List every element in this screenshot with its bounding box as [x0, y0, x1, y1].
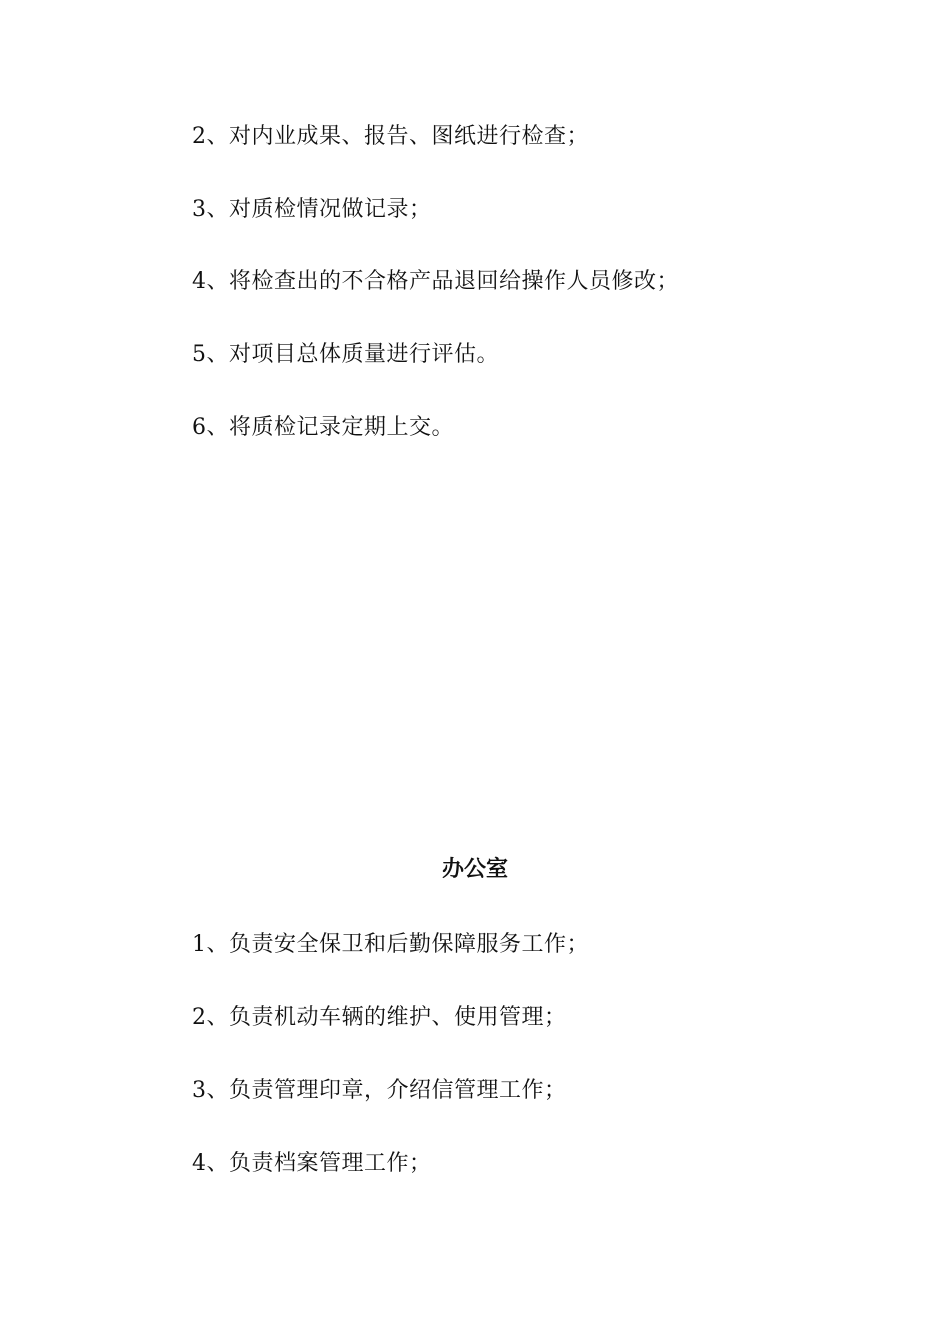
- duty-item: 5、对项目总体质量进行评估。: [192, 342, 499, 367]
- duty-item: 2、对内业成果、报告、图纸进行检查；: [192, 124, 589, 149]
- duty-item: 6、将质检记录定期上交。: [192, 415, 454, 440]
- duty-item: 3、对质检情况做记录；: [192, 197, 432, 222]
- duty-item: 4、将检查出的不合格产品退回给操作人员修改；: [192, 269, 679, 294]
- duty-item: 3、负责管理印章，介绍信管理工作；: [192, 1078, 567, 1103]
- section-heading: 办公室: [441, 857, 508, 882]
- duty-item: 2、负责机动车辆的维护、使用管理；: [192, 1005, 567, 1030]
- duty-item: 1、负责安全保卫和后勤保障服务工作；: [192, 932, 589, 957]
- duty-item: 4、负责档案管理工作；: [192, 1151, 432, 1176]
